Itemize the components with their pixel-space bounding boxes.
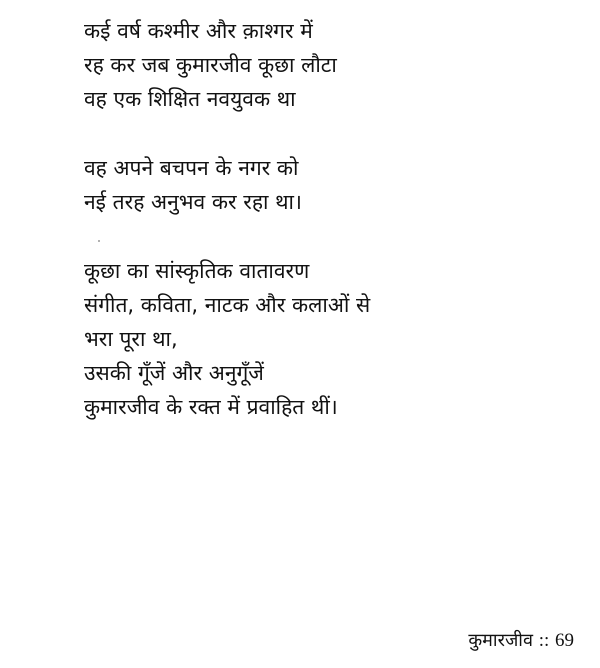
poem-line: वह अपने बचपन के नगर को: [84, 156, 299, 180]
page-footer: [468, 630, 574, 652]
page-number: 69: [555, 630, 574, 651]
poem-line: कूछा का सांस्कृतिक वातावरण: [84, 259, 310, 283]
poem-line: भरा पूरा था,: [84, 327, 178, 351]
poem-line: रह कर जब कुमारजीव कूछा लौटा: [84, 53, 337, 77]
poem-line: उसकी गूँजें और अनुगूँजें: [84, 361, 264, 385]
stanza-2: [84, 151, 584, 219]
poem-line: कुमारजीव के रक्त में प्रवाहित थीं।: [84, 395, 338, 419]
poem-line: नई तरह अनुभव कर रहा था।: [84, 190, 302, 214]
poem-text: [84, 14, 584, 459]
paper-speck: [98, 240, 100, 242]
footer-separator: ::: [538, 630, 550, 651]
poem-line: संगीत, कविता, नाटक और कलाओं से: [84, 293, 371, 317]
stanza-1: [84, 14, 584, 116]
poem-line: वह एक शिक्षित नवयुवक था: [84, 87, 296, 111]
stanza-3: [84, 254, 584, 424]
running-title: कुमारजीव: [468, 630, 533, 651]
poem-line: कई वर्ष कश्मीर और क़ाश्गर में: [84, 19, 313, 43]
